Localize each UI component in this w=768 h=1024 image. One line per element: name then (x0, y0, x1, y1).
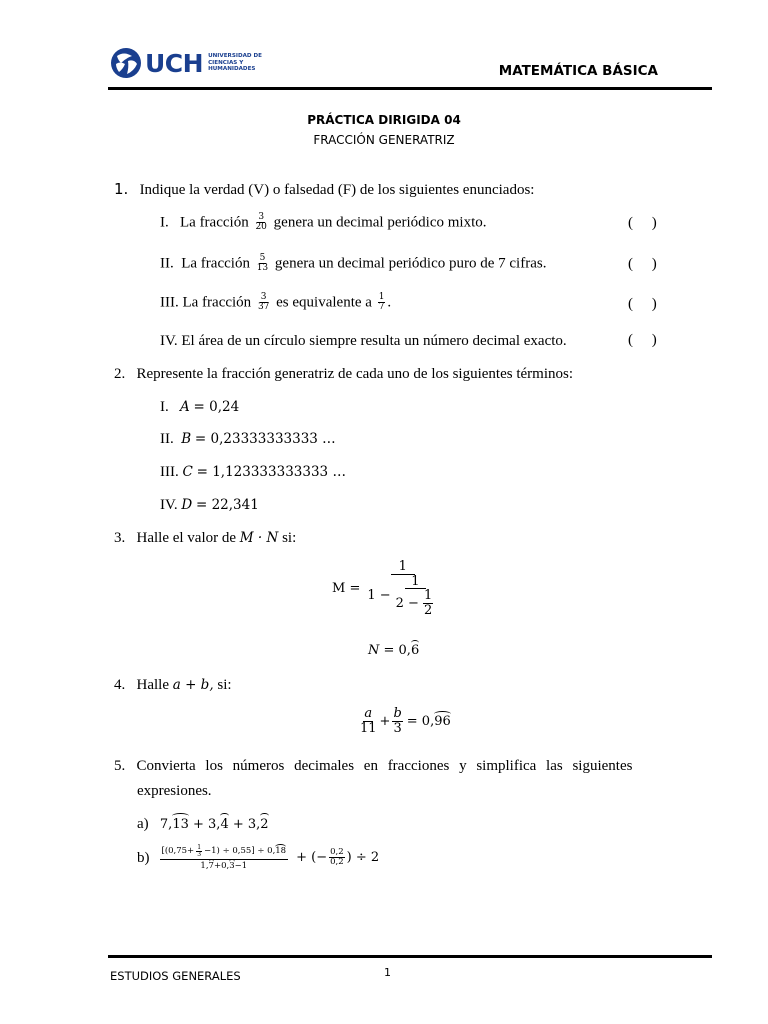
question-4: 4. Halle a + b, si: (114, 677, 232, 693)
answer-box[interactable]: ( ) (628, 256, 657, 272)
logo-text: UCH (145, 48, 204, 78)
subject-title: MATEMÁTICA BÁSICA (498, 63, 658, 79)
equation-n: N = 0,6 (368, 643, 420, 658)
fraction: $\frac{3}{20}$ (255, 212, 267, 233)
logo-subtitle: UNIVERSIDAD DE CIENCIAS Y HUMANIDADES (208, 53, 262, 73)
q1-item-iii: III. La fracción $\frac{3}{37}$ es equivalente a $\frac{1}{7}$ . (160, 292, 392, 313)
fraction: $\frac{1}{7}$ (378, 292, 385, 313)
footer-text: ESTUDIOS GENERALES (110, 969, 241, 983)
page-number: 1 (384, 966, 391, 979)
uch-globe-icon (110, 47, 142, 79)
question-1: 1. Indique la verdad (V) o falsedad (F) de los siguientes enunciados: (114, 180, 535, 198)
question-2: 2. Represente la fracción generatriz de cada uno de los siguientes términos: (114, 366, 573, 382)
practice-subtitle: FRACCIÓN GENERATRIZ (313, 133, 455, 147)
q1-item-ii: II. La fracción $\frac{5}{13}$ genera un decimal periódico puro de 7 cifras. (160, 253, 547, 274)
question-3: 3. Halle el valor de M · N si: (114, 530, 297, 546)
fraction: $\frac{3}{37}$ (257, 292, 270, 313)
practice-title: PRÁCTICA DIRIGIDA 04 (307, 113, 461, 127)
header-divider (108, 87, 712, 90)
answer-box[interactable]: ( ) (628, 296, 657, 312)
q2-item-iii: III. C = 1,123333333333 … (160, 464, 346, 480)
answer-box[interactable]: ( ) (628, 215, 657, 231)
continued-fraction: 1 1 − 1 2 − $\frac{1}{2}$ (367, 559, 433, 618)
expression-b-fraction: [(0,75+ $\frac{1}{3}$ −1) ÷ 0,55] ÷ 0, 18 1,7+0,3−1 (161, 844, 287, 871)
q2-item-ii: II. B = 0,23333333333 … (160, 431, 336, 447)
fraction: $\frac{5}{13}$ (256, 253, 269, 274)
footer-divider (108, 955, 712, 958)
answer-box[interactable]: ( ) (628, 332, 657, 348)
question-5-cont: expresiones. (137, 783, 212, 799)
q5-item-a: a) 7,13 + 3,4 + 3,2 (137, 816, 269, 832)
q2-item-i: I. A = 0,24 (160, 399, 240, 415)
q1-item-iv: IV. El área de un círculo siempre resulta un número decimal exacto. (160, 333, 567, 349)
equation-m: M = 1 1 − 1 2 − $\frac{1}{2}$ (332, 560, 441, 618)
equation-ab: $\frac{a}{11}$ + $\frac{b}{3}$ = 0, 96 (360, 706, 451, 736)
q1-item-i: I. La fracción $\frac{3}{20}$ genera un decimal periódico mixto. (160, 212, 487, 233)
q2-item-iv: IV. D = 22,341 (160, 497, 259, 513)
question-5: 5. Convierta los números decimales en fracciones y simplifica las siguientes (114, 758, 633, 774)
q5-item-b: b) [(0,75+ $\frac{1}{3}$ −1) ÷ 0,55] ÷ 0, 18 1,7+0,3−1 + (− $\frac{0,2}{0,2}$ ) ÷ 2 (137, 844, 380, 871)
university-logo (110, 46, 262, 80)
